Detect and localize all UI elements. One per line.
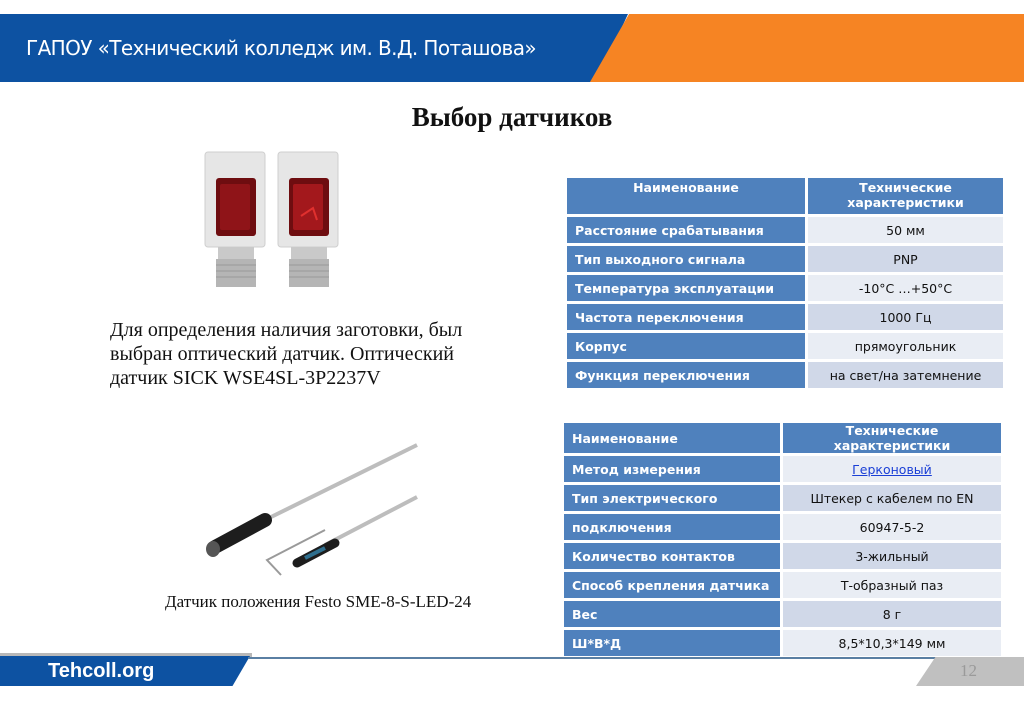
row-name: подключения: [564, 514, 783, 540]
footer-site: Tehcoll.org: [48, 660, 155, 682]
row-value: на свет/на затемнение: [808, 362, 1003, 388]
table-row: [564, 630, 1001, 656]
table-row: [567, 333, 1003, 359]
page-number: 12: [960, 661, 977, 680]
header-name: Наименование: [567, 178, 808, 214]
row-value: -10°C …+50°C: [808, 275, 1003, 301]
header-orange-band: [590, 14, 1024, 82]
row-name: Вес: [564, 601, 783, 627]
optical-sensor-description: Для определения наличия заготовки, был выбран оптический датчик. Оптический датчик SICK WSE4SL-3P2237V: [110, 319, 463, 389]
table-row: [567, 217, 1003, 243]
row-value: Штекер с кабелем по EN: [783, 485, 1001, 511]
row-name: Расстояние срабатывания: [567, 217, 808, 243]
optical-sensor-image: [200, 150, 350, 290]
row-name: Функция переключения: [567, 362, 808, 388]
table-row: [564, 485, 1001, 511]
header-spec: Технические характеристики: [808, 178, 1003, 214]
row-name: Частота переключения: [567, 304, 808, 330]
table-row: [564, 514, 1001, 540]
row-name: Способ крепления датчика: [564, 572, 783, 598]
row-value: 60947-5-2: [783, 514, 1001, 540]
reed-switch-link[interactable]: Герконовый: [852, 461, 932, 477]
table-row: [564, 456, 1001, 482]
row-value: 3-жильный: [783, 543, 1001, 569]
table-header-row: [564, 423, 1001, 453]
position-sensor-caption: Датчик положения Festo SME-8-S-LED-24: [165, 592, 472, 611]
table-row: [564, 601, 1001, 627]
footer-divider: [248, 657, 948, 659]
slide-title: Выбор датчиков: [411, 102, 613, 132]
header-spec: Технические характеристики: [783, 423, 1001, 453]
row-name: Температура эксплуатации: [567, 275, 808, 301]
row-value: прямоугольник: [808, 333, 1003, 359]
table-row: [567, 362, 1003, 388]
table-row: [567, 246, 1003, 272]
row-value: 1000 Гц: [808, 304, 1003, 330]
table-row: [564, 572, 1001, 598]
row-name: Тип электрического: [564, 485, 783, 511]
row-value: 50 мм: [808, 217, 1003, 243]
row-name: Корпус: [567, 333, 808, 359]
row-value: Т-образный паз: [783, 572, 1001, 598]
table-row: [567, 275, 1003, 301]
row-value: 8 г: [783, 601, 1001, 627]
row-value: PNP: [808, 246, 1003, 272]
header-name: Наименование: [564, 423, 783, 453]
row-name: Тип выходного сигнала: [567, 246, 808, 272]
row-name: Ш*В*Д: [564, 630, 783, 656]
position-sensor-spec-table: [564, 420, 1001, 659]
table-row: [564, 543, 1001, 569]
table-header-row: [567, 178, 1003, 214]
college-title: ГАПОУ «Технический колледж им. В.Д. Поташова»: [26, 36, 537, 60]
row-value: 8,5*10,3*149 мм: [783, 630, 1001, 656]
optical-sensor-spec-table: [567, 175, 1003, 391]
position-sensor-image: [195, 435, 425, 580]
row-name: Метод измерения: [564, 456, 783, 482]
row-name: Количество контактов: [564, 543, 783, 569]
row-value: [783, 456, 1001, 482]
table-row: [567, 304, 1003, 330]
